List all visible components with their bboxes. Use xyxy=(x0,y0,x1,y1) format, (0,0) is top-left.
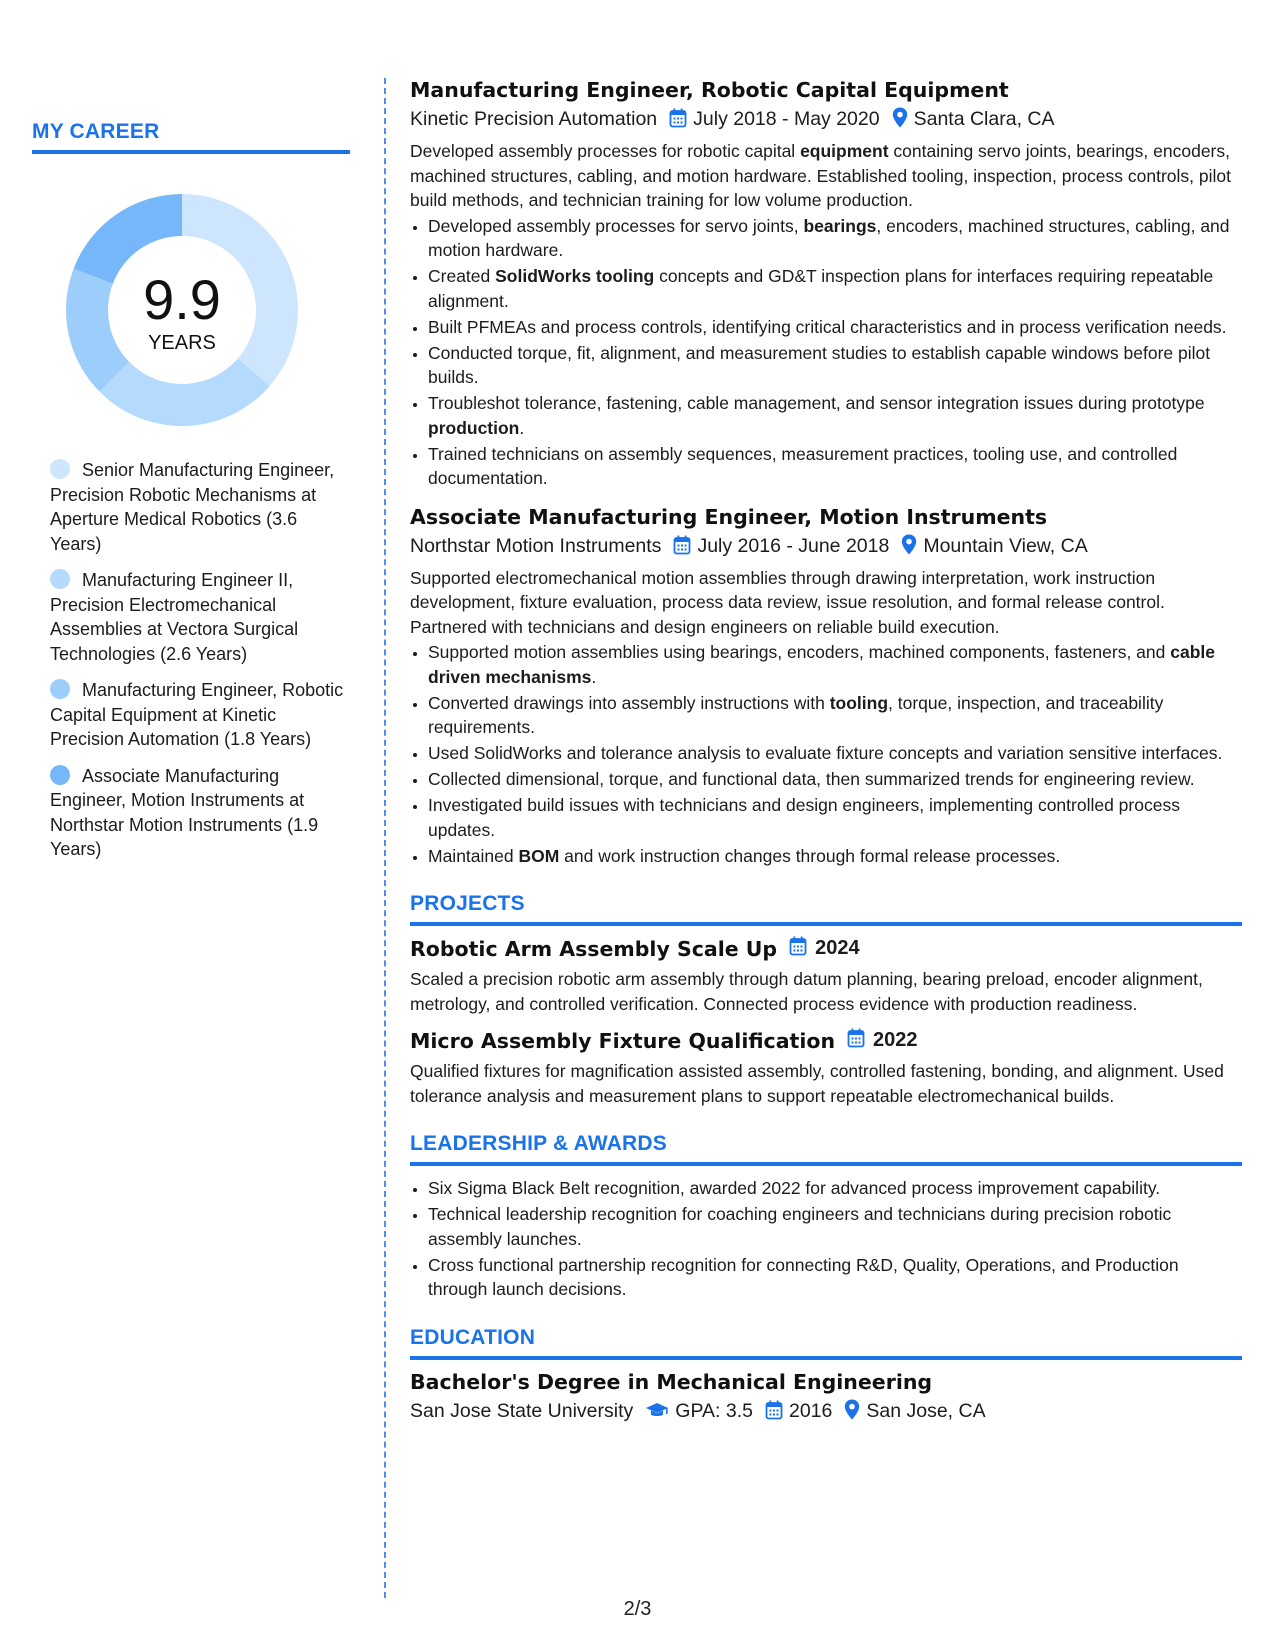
legend-label: Manufacturing Engineer, Robotic Capital Equipment at Kinetic Precision Automation (1.8 Years) xyxy=(50,680,344,749)
total-years-unit: YEARS xyxy=(148,332,216,354)
award-item: • Cross functional partnership recognition for connecting R&D, Quality, Operations, and Production through launch decisions. xyxy=(428,1253,1242,1302)
school-name: San Jose State University xyxy=(410,1399,634,1422)
job-dates: July 2018 - May 2020 xyxy=(693,108,880,130)
education-heading: EDUCATION xyxy=(410,1326,1242,1360)
projects-heading: PROJECTS xyxy=(410,892,1242,926)
calendar-icon xyxy=(673,535,691,555)
job-bullet: • Investigated build issues with technicians and design engineers, implementing controlled process updates. xyxy=(428,793,1242,842)
project-entry xyxy=(410,1028,1242,1108)
job-entry xyxy=(410,505,1242,869)
job-bullet: • Developed assembly processes for servo joints, bearings, encoders, machined structures, cabling, and motion hardware. xyxy=(428,214,1242,263)
legend-item xyxy=(50,458,350,556)
legend-swatch xyxy=(50,765,70,785)
calendar-icon xyxy=(669,108,687,128)
legend-label: Senior Manufacturing Engineer, Precision Robotic Mechanisms at Aperture Medical Robotics (3.6 Years) xyxy=(50,460,335,554)
total-years-value: 9.9 xyxy=(143,268,221,331)
award-item: • Six Sigma Black Belt recognition, awarded 2022 for advanced process improvement capability. xyxy=(428,1176,1242,1201)
project-title: Micro Assembly Fixture Qualification xyxy=(410,1028,836,1053)
project-header xyxy=(410,1028,1242,1053)
job-title: Associate Manufacturing Engineer, Motion Instruments xyxy=(410,504,1048,529)
location-pin-icon xyxy=(901,534,917,555)
job-summary: Supported electromechanical motion assemblies through drawing interpretation, work instruction development, fixture evaluation, process data review, issue resolution, and formal release control. Partnered with technicians and design engineers on reliable build execution. xyxy=(410,567,1165,637)
project-year: 2024 xyxy=(815,937,860,959)
job-bullet: • Created SolidWorks tooling concepts and GD&T inspection plans for interfaces requiring repeatable alignment. xyxy=(428,264,1242,313)
page-number: 2/3 xyxy=(623,1598,652,1620)
job-bullet: • Converted drawings into assembly instructions with tooling, torque, inspection, and traceability requirements. xyxy=(428,691,1242,740)
job-bullets xyxy=(410,640,1242,868)
awards-list xyxy=(410,1176,1242,1302)
job-meta xyxy=(410,107,1242,131)
legend-item xyxy=(50,764,350,862)
legend-label: Associate Manufacturing Engineer, Motion Instruments at Northstar Motion Instruments (1.9 Years) xyxy=(50,765,319,859)
main-content xyxy=(410,78,1242,1431)
job-meta xyxy=(410,534,1242,558)
project-entry xyxy=(410,936,1242,1016)
job-bullet: • Collected dimensional, torque, and functional data, then summarized trends for engineering review. xyxy=(428,767,1242,792)
gpa: GPA: 3.5 xyxy=(675,1399,753,1422)
job-bullet: • Conducted torque, fit, alignment, and measurement studies to establish capable windows before pilot builds. xyxy=(428,341,1242,390)
career-donut-chart xyxy=(66,194,298,426)
company-name: Kinetic Precision Automation xyxy=(410,108,658,130)
project-description: Scaled a precision robotic arm assembly through datum planning, bearing preload, encoder alignment, metrology, and controlled verification. Connected process evidence with production readiness. xyxy=(410,969,1203,1014)
job-location: Santa Clara, CA xyxy=(913,108,1055,130)
education-meta xyxy=(410,1399,1242,1423)
degree-title: Bachelor's Degree in Mechanical Engineering xyxy=(410,1369,933,1394)
my-career-heading: MY CAREER xyxy=(32,120,350,154)
awards-heading: LEADERSHIP & AWARDS xyxy=(410,1132,1242,1166)
location-pin-icon xyxy=(844,1399,860,1420)
job-summary: Developed assembly processes for robotic capital equipment containing servo joints, bearings, encoders, machined structures, cabling, and motion hardware. Established tooling, inspection, process controls, pilot build methods, and technician training for low volume production. xyxy=(410,141,1231,210)
job-bullet: • Supported motion assemblies using bearings, encoders, machined components, fasteners, and cable driven mechanisms. xyxy=(428,640,1242,689)
calendar-icon xyxy=(789,936,807,961)
award-item: • Technical leadership recognition for coaching engineers and technicians during precision robotic assembly launches. xyxy=(428,1202,1242,1251)
legend-swatch xyxy=(50,459,70,479)
job-bullets xyxy=(410,214,1242,491)
calendar-icon xyxy=(765,1400,783,1420)
projects-list xyxy=(410,936,1242,1108)
job-title: Manufacturing Engineer, Robotic Capital Equipment xyxy=(410,78,1009,102)
education-entry xyxy=(410,1370,1242,1423)
job-bullet: • Maintained BOM and work instruction changes through formal release processes. xyxy=(428,844,1242,869)
legend-swatch xyxy=(50,569,70,589)
legend-item xyxy=(50,678,350,752)
location-pin-icon xyxy=(892,107,908,128)
career-legend xyxy=(50,458,350,862)
job-bullet: • Built PFMEAs and process controls, identifying critical characteristics and in process verification needs. xyxy=(428,315,1242,340)
project-year: 2022 xyxy=(873,1029,918,1051)
legend-item xyxy=(50,568,350,666)
donut-center xyxy=(66,194,298,426)
job-dates: July 2016 - June 2018 xyxy=(697,534,890,557)
company-name: Northstar Motion Instruments xyxy=(410,534,662,557)
experience-list xyxy=(410,78,1242,868)
column-divider xyxy=(384,78,386,1598)
graduation-cap-icon xyxy=(645,1400,669,1420)
legend-label: Manufacturing Engineer II, Precision Electromechanical Assemblies at Vectora Surgical Technologies (2.6 Years) xyxy=(50,570,299,664)
job-bullet: • Troubleshot tolerance, fastening, cable management, and sensor integration issues during prototype production. xyxy=(428,391,1242,440)
job-entry xyxy=(410,78,1242,491)
project-header xyxy=(410,936,1242,961)
sidebar xyxy=(32,120,350,874)
graduation-year: 2016 xyxy=(788,1399,833,1422)
project-description: Qualified fixtures for magnification assisted assembly, controlled fastening, bonding, and alignment. Used tolerance analysis and measurement plans to support repeatable electromechanical builds. xyxy=(410,1061,1224,1106)
job-bullet: • Trained technicians on assembly sequences, measurement practices, tooling use, and controlled documentation. xyxy=(428,442,1242,491)
school-location: San Jose, CA xyxy=(866,1399,986,1422)
job-bullet: • Used SolidWorks and tolerance analysis to evaluate fixture concepts and variation sensitive interfaces. xyxy=(428,741,1242,766)
legend-swatch xyxy=(50,679,70,699)
calendar-icon xyxy=(847,1028,865,1053)
project-title: Robotic Arm Assembly Scale Up xyxy=(410,936,778,961)
job-location: Mountain View, CA xyxy=(923,534,1088,557)
